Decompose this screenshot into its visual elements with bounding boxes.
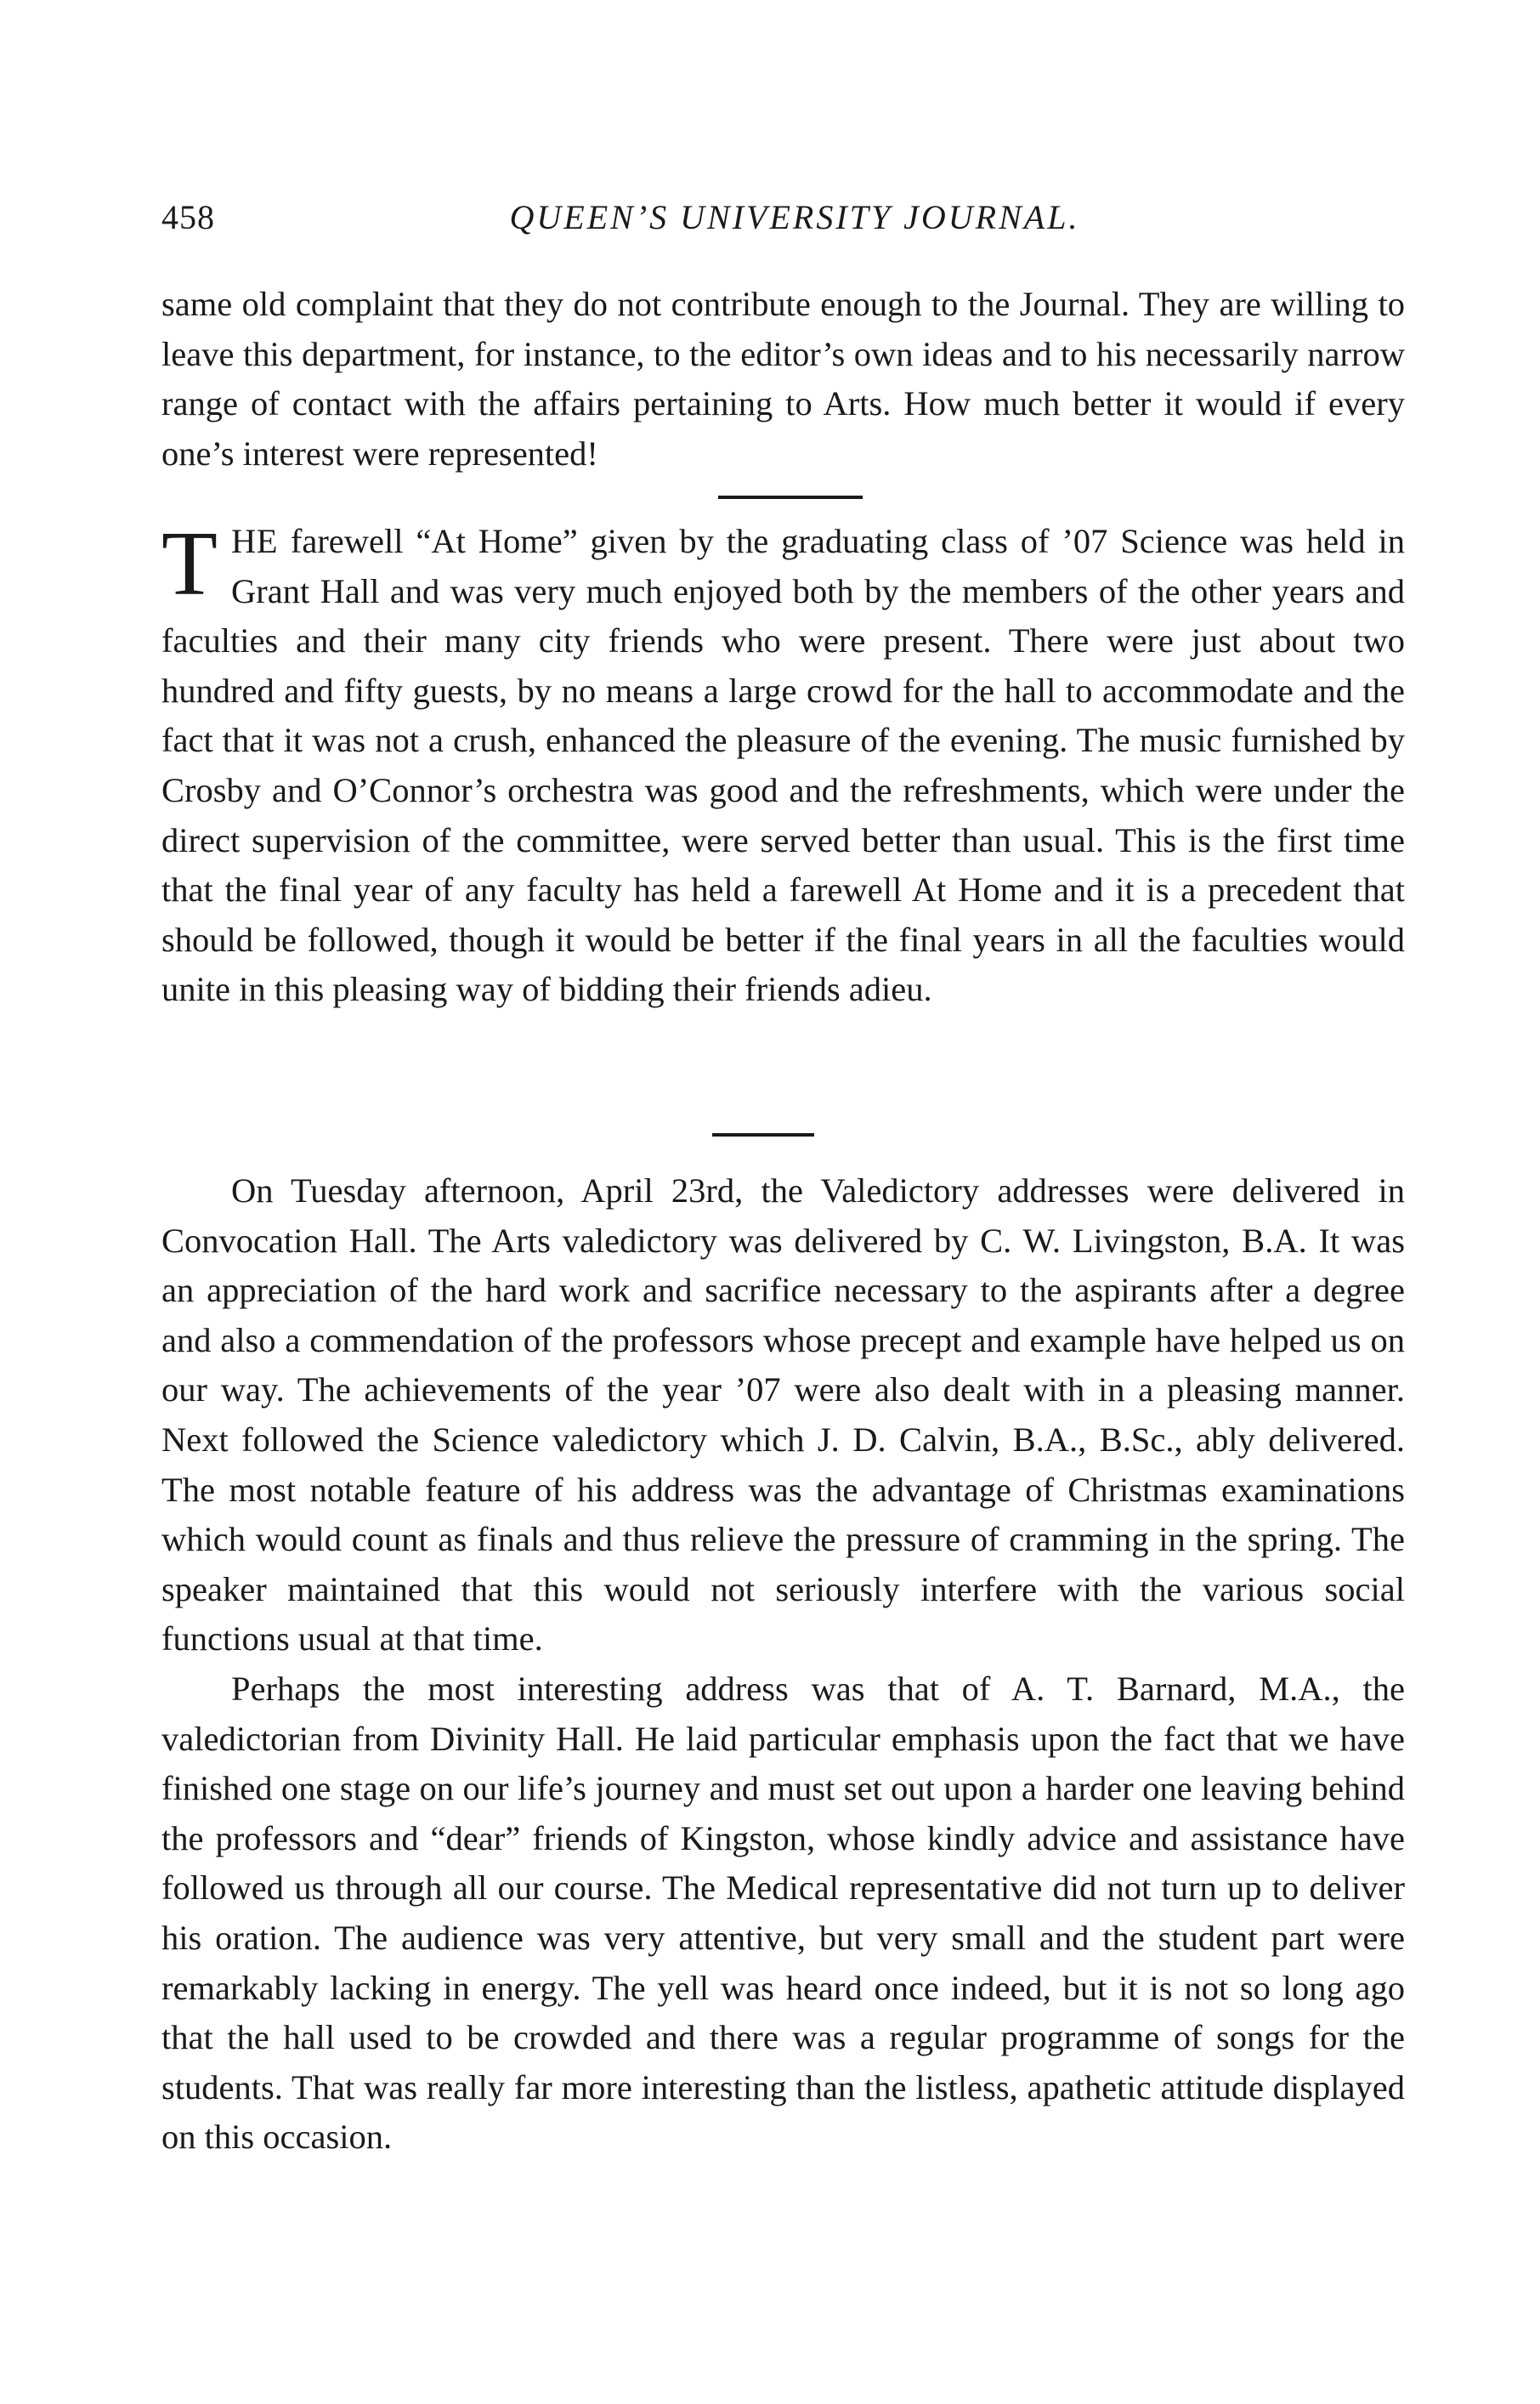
page-number: 458 (161, 198, 215, 236)
farewell-text (161, 513, 1405, 1015)
drop-cap: T (161, 513, 218, 615)
drop-cap-rest: HE (230, 522, 278, 560)
running-title: QUEEN’S UNIVERSITY JOURNAL. (509, 198, 1080, 236)
page-header (161, 197, 1402, 248)
section-divider (718, 496, 863, 499)
farewell-body: farewell “At Home” given by the graduating class of ’07 Science was held in Grant Hall and was very much enjoyed both by the members of the other years and faculties and their many city friends who were present. There were just about two hundred and fifty guests, by no means a large crowd for the hall to accommodate and the fact that it was not a crush, enhanced the pleasure of the evening. The music furnished by Crosby and O’Connor’s orchestra was good and the refreshments, which were under the direct supervision of the committee, were served better than usual. This is the first time that the final year of any faculty has held a farewell At Home and it is a precedent that should be followed, though it would be better if the final years in all the faculties would unite in this pleasing way of bidding their friends adieu. (161, 522, 1405, 1009)
intro-paragraph (161, 280, 1405, 479)
section-divider (712, 1133, 814, 1137)
intro-text: same old complaint that they do not contribute enough to the Journal. They are willing to leave this department, for instance, to the editor’s own ideas and to his necessarily narrow range of contact with the affairs pertaining to Arts. How much better it would if every one’s interest were represented! (161, 285, 1405, 473)
valedictory-section (161, 1166, 1405, 2163)
barnard-paragraph: Perhaps the most interesting address was that of A. T. Barnard, M.A., the valedictorian from Divinity Hall. He laid particular emphasis upon the fact that we have finished one stage on our life’s journey and must set out upon a harder one leaving behind the professors and “dear” friends of Kingston, whose kindly advice and assistance have followed us through all our course. The Medical representative did not turn up to deliver his oration. The audience was very attentive, but very small and the student part were remarkably lacking in energy. The yell was heard once indeed, but it is not so long ago that the hall used to be crowded and there was a regular programme of songs for the students. That was really far more interesting than the listless, apathetic attitude displayed on this occasion. (161, 1669, 1405, 2157)
valedictory-paragraph: On Tuesday afternoon, April 23rd, the Valedictory addresses were delivered in Convocation Hall. The Arts valedictory was delivered by C. W. Livingston, B.A. It was an appreciation of the hard work and sacrifice necessary to the aspirants after a degree and also a commendation of the professors whose precept and example have helped us on our way. The achievements of the year ’07 were also dealt with in a pleasing manner. Next followed the Science valedictory which J. D. Calvin, B.A., B.Sc., ably delivered. The most notable feature of his address was the advantage of Christmas examinations which would count as finals and thus relieve the pressure of cramming in the spring. The speaker maintained that this would not seriously interfere with the various social functions usual at that time. (161, 1171, 1405, 1658)
farewell-paragraph (161, 513, 1405, 1015)
